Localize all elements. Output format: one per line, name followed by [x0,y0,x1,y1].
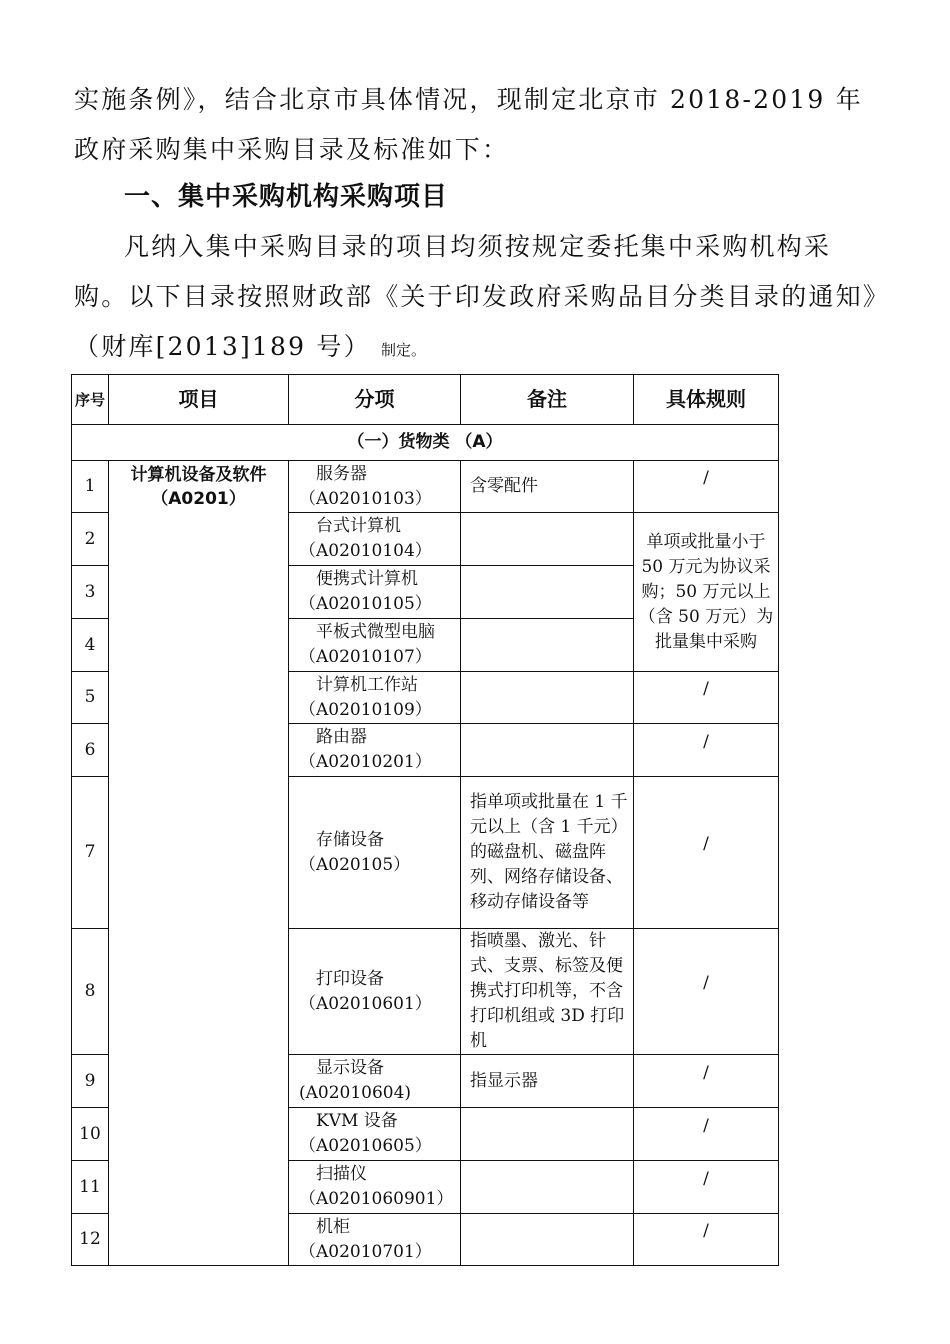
subitem-name: 服务器 [316,463,367,484]
subitem-cell [289,672,461,724]
row-number: 6 [72,724,109,777]
note-cell [461,1108,634,1161]
note-cell [461,566,634,619]
subitem-cell [289,724,461,777]
subitem-name: 打印设备 [316,968,384,989]
note-cell: 指显示器 [461,1055,634,1108]
subitem-code: （A0201060901） [299,1189,454,1209]
rule-cell [634,461,779,513]
subitem-name: 计算机工作站 [316,674,418,695]
subitem-code: （A02010601） [299,993,432,1014]
header-project: 项目 [109,375,289,425]
note-cell [461,513,634,566]
rule-value: / [703,973,709,993]
subitem-name: 平板式微型电脑 [316,622,435,642]
subitem-cell [289,777,461,929]
header-rule: 具体规则 [634,375,779,425]
header-note: 备注 [461,375,634,425]
merged-rule-cell: 单项或批量小于 50 万元为协议采购；50 万元以上（含 50 万元）为批量集中采购 [634,513,779,672]
subitem-code: （A02010201） [299,752,432,772]
rule-cell [634,777,779,929]
subitem-code: （A02010605） [299,1136,432,1156]
table-row [72,461,779,513]
subitem-code: （A020105） [299,854,411,875]
subitem-name: KVM 设备 [316,1111,398,1131]
rule-value: / [703,1168,709,1189]
note-cell [461,619,634,672]
subitem-cell [289,566,461,619]
intro-paragraph-2-text: 凡纳入集中采购目录的项目均须按规定委托集中采购机构采购。以下目录按照财政部《关于印发政府采购品目分类目录的通知》（财库[2013]189 号） [74,232,878,361]
row-number: 7 [72,777,109,929]
subitem-cell [289,1214,461,1266]
note-cell [461,724,634,777]
subitem-name: 扫描仪 [316,1164,367,1184]
row-number: 4 [72,619,109,672]
rule-cell [634,672,779,724]
rule-cell [634,724,779,777]
subitem-code: （A02010103） [299,488,432,509]
table-body [72,461,779,1266]
row-number: 11 [72,1161,109,1214]
row-number: 10 [72,1108,109,1161]
category-row [72,425,779,461]
intro-paragraph-2 [74,222,879,375]
rule-value: / [703,1221,709,1241]
subitem-name: 机柜 [316,1216,350,1237]
row-number: 12 [72,1214,109,1266]
subitem-code: （A02010701） [299,1241,432,1262]
subitem-name: 存储设备 [316,829,384,850]
subitem-code: （A02010107） [299,647,432,667]
subitem-cell [289,1108,461,1161]
subitem-cell [289,461,461,513]
row-number: 3 [72,566,109,619]
intro-paragraph-2-suffix: 制定。 [380,341,426,359]
subitem-name: 路由器 [316,727,367,747]
table-header-row [72,375,779,425]
rule-value: / [703,1115,709,1136]
subitem-code: （A02010104） [299,541,432,561]
rule-cell [634,1055,779,1108]
rule-value: / [703,468,709,488]
rule-value: / [703,731,709,752]
subitem-cell [289,1161,461,1214]
rule-value: / [703,834,709,854]
note-cell: 指喷墨、激光、针式、支票、标签及便携式打印机等，不含打印机组或 3D 打印机 [461,929,634,1055]
subitem-code: （A02010109） [299,699,432,720]
row-number: 9 [72,1055,109,1108]
subitem-name: 便携式计算机 [316,569,418,589]
rule-cell [634,1108,779,1161]
header-seq: 序号 [72,375,109,425]
intro-paragraph-1: 实施条例》，结合北京市具体情况，现制定北京市 2018-2019 年政府采购集中采购目录及标准如下： [74,85,863,164]
category-label: （一）货物类 （A） [72,425,779,461]
subitem-cell [289,1055,461,1108]
subitem-name: 台式计算机 [316,516,401,536]
note-cell: 含零配件 [461,461,634,513]
rule-cell [634,929,779,1055]
subitem-name: 显示设备 [316,1058,384,1078]
row-number: 2 [72,513,109,566]
procurement-table [71,374,779,1266]
row-number: 1 [72,461,109,513]
subitem-cell [289,513,461,566]
rule-value: / [703,679,709,699]
project-name: 计算机设备及软件（A0201） [109,461,289,1266]
row-number: 5 [72,672,109,724]
subitem-cell [289,619,461,672]
note-cell [461,1161,634,1214]
subitem-cell [289,929,461,1055]
subitem-code: （A02010105） [299,594,432,614]
header-subitem: 分项 [289,375,461,425]
rule-cell [634,1214,779,1266]
rule-value: / [703,1062,709,1083]
note-cell: 指单项或批量在 1 千元以上（含 1 千元）的磁盘机、磁盘阵列、网络存储设备、移动存储设备等 [461,777,634,929]
note-cell [461,1214,634,1266]
section-heading: 一、集中采购机构采购项目 [124,182,449,212]
row-number: 8 [72,929,109,1055]
note-cell [461,672,634,724]
rule-cell [634,1161,779,1214]
subitem-code: (A02010604) [299,1083,412,1103]
